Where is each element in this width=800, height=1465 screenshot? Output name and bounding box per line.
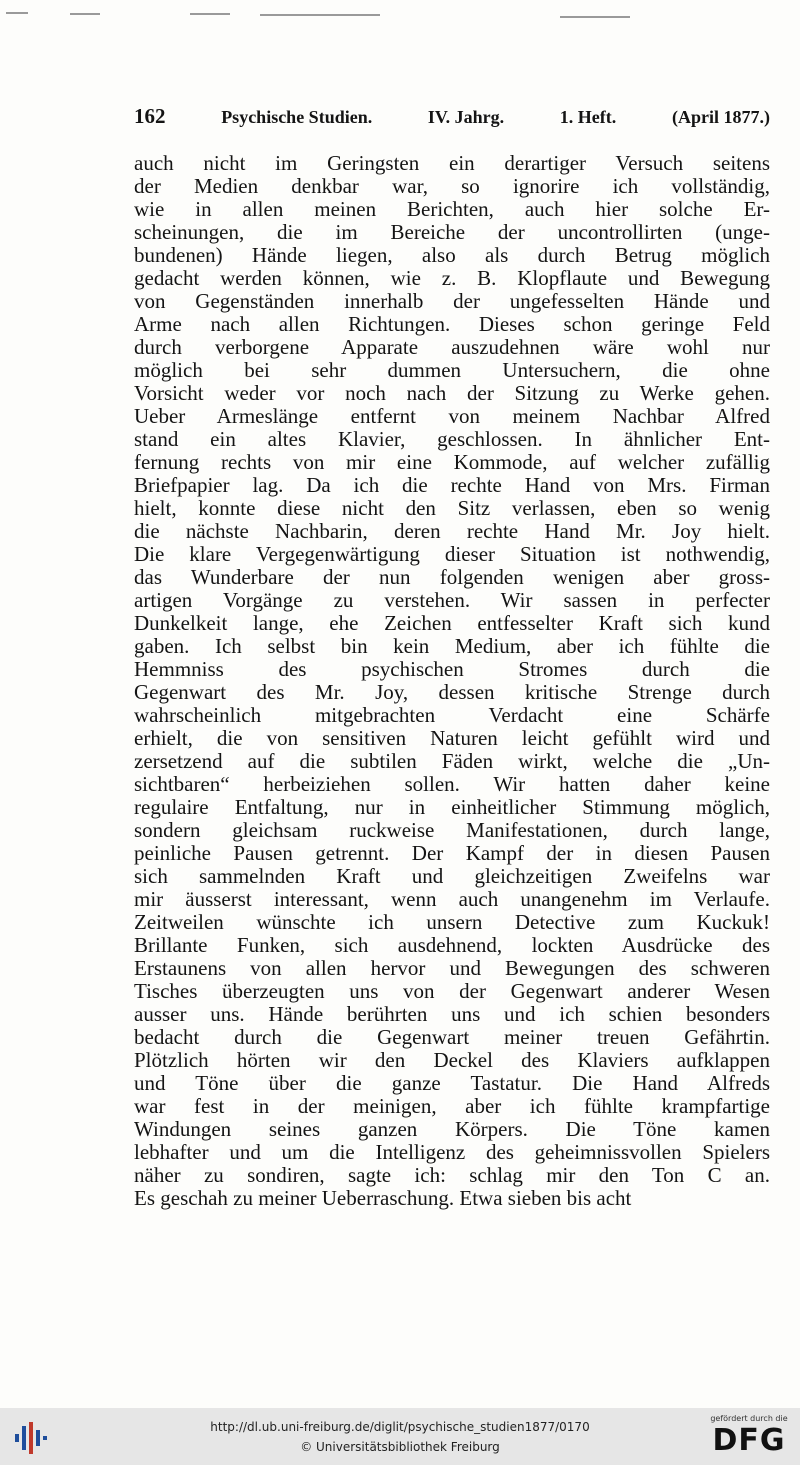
text-line: fernung rechts von mir eine Kommode, auf welcher zufällig	[134, 451, 770, 474]
dfg-logo-text: DFG	[712, 1423, 786, 1458]
scan-artifact	[560, 16, 630, 18]
text-line: Ueber Armeslänge entfernt von meinem Nachbar Alfred	[134, 405, 770, 428]
text-line: artigen Vorgänge zu verstehen. Wir sassen in perfecter	[134, 589, 770, 612]
source-url[interactable]: http://dl.ub.uni-freiburg.de/diglit/psychische_studien1877/0170	[210, 1420, 590, 1434]
text-line: Die klare Vergegenwärtigung dieser Situation ist nothwendig,	[134, 543, 770, 566]
text-line: Arme nach allen Richtungen. Dieses schon geringe Feld	[134, 313, 770, 336]
text-line: sondern gleichsam ruckweise Manifestationen, durch lange,	[134, 819, 770, 842]
text-line: Brillante Funken, sich ausdehnend, lockten Ausdrücke des	[134, 934, 770, 957]
page-number: 162	[134, 104, 166, 128]
text-line: peinliche Pausen getrennt. Der Kampf der in diesen Pausen	[134, 842, 770, 865]
text-line: erhielt, die von sensitiven Naturen leicht gefühlt wird und	[134, 727, 770, 750]
text-line: Tisches überzeugten uns von der Gegenwart anderer Wesen	[134, 980, 770, 1003]
issue-label: 1. Heft.	[559, 107, 617, 127]
text-line: näher zu sondiren, sagte ich: schlag mir den Ton C an.	[134, 1164, 770, 1187]
text-line: wie in allen meinen Berichten, auch hier solche Er-	[134, 198, 770, 221]
volume-label: IV. Jahrg.	[427, 107, 505, 127]
text-line: Windungen seines ganzen Körpers. Die Töne kamen	[134, 1118, 770, 1141]
text-line: scheinungen, die im Bereiche der uncontrollirten (unge-	[134, 221, 770, 244]
text-line: die nächste Nachbarin, deren rechte Hand Mr. Joy hielt.	[134, 520, 770, 543]
text-line: Dunkelkeit lange, ehe Zeichen entfesselter Kraft sich kund	[134, 612, 770, 635]
text-line: regulaire Entfaltung, nur in einheitlicher Stimmung möglich,	[134, 796, 770, 819]
issue-date: (April 1877.)	[671, 107, 770, 127]
funded-by-label: gefördert durch die	[710, 1414, 788, 1423]
text-line: hielt, konnte diese nicht den Sitz verlassen, eben so wenig	[134, 497, 770, 520]
text-line: Zeitweilen wünschte ich unsern Detective zum Kuckuk!	[134, 911, 770, 934]
scan-artifact	[260, 14, 380, 16]
text-line: das Wunderbare der nun folgenden wenigen aber gross-	[134, 566, 770, 589]
footer-bar	[0, 1408, 800, 1465]
text-line: Vorsicht weder vor noch nach der Sitzung zu Werke gehen.	[134, 382, 770, 405]
scan-artifact	[6, 12, 28, 14]
text-line: von Gegenständen innerhalb der ungefesselten Hände und	[134, 290, 770, 313]
text-line: auch nicht im Geringsten ein derartiger Versuch seitens	[134, 152, 770, 175]
text-line: lebhafter und um die Intelligenz des geheimnissvollen Spielers	[134, 1141, 770, 1164]
text-line: sich sammelnden Kraft und gleichzeitigen Zweifelns war	[134, 865, 770, 888]
text-line: Gegenwart des Mr. Joy, dessen kritische Strenge durch	[134, 681, 770, 704]
text-line: Es geschah zu meiner Ueberraschung. Etwa sieben bis acht	[134, 1187, 632, 1210]
dfg-logo	[706, 1414, 792, 1460]
text-line: Erstaunens von allen hervor und Bewegungen des schweren	[134, 957, 770, 980]
copyright-notice: © Universitätsbibliothek Freiburg	[300, 1440, 500, 1454]
text-line: ausser uns. Hände berührten uns und ich schien besonders	[134, 1003, 770, 1026]
text-line: wahrscheinlich mitgebrachten Verdacht eine Schärfe	[134, 704, 770, 727]
text-line: bedacht durch die Gegenwart meiner treuen Gefährtin.	[134, 1026, 770, 1049]
text-line: möglich bei sehr dummen Untersuchern, die ohne	[134, 359, 770, 382]
text-line: durch verborgene Apparate auszudehnen wäre wohl nur	[134, 336, 770, 359]
text-line: Briefpapier lag. Da ich die rechte Hand von Mrs. Firman	[134, 474, 770, 497]
text-line: gedacht werden können, wie z. B. Klopflaute und Bewegung	[134, 267, 770, 290]
text-line: der Medien denkbar war, so ignorire ich vollständig,	[134, 175, 770, 198]
text-line: mir äusserst interessant, wenn auch unangenehm im Verlaufe.	[134, 888, 770, 911]
text-line: zersetzend auf die subtilen Fäden wirkt, welche die „Un-	[134, 750, 770, 773]
text-line: und Töne über die ganze Tastatur. Die Hand Alfreds	[134, 1072, 770, 1095]
text-line: gaben. Ich selbst bin kein Medium, aber ich fühlte die	[134, 635, 770, 658]
text-line: sichtbaren“ herbeiziehen sollen. Wir hatten daher keine	[134, 773, 770, 796]
scan-artifact	[190, 13, 230, 15]
body-text	[134, 152, 770, 1210]
running-header	[134, 104, 770, 130]
text-line: Plötzlich hörten wir den Deckel des Klaviers aufklappen	[134, 1049, 770, 1072]
text-line: war fest in der meinigen, aber ich fühlte krampfartige	[134, 1095, 770, 1118]
text-line: Hemmniss des psychischen Stromes durch die	[134, 658, 770, 681]
scan-artifact	[70, 13, 100, 15]
text-line: bundenen) Hände liegen, also als durch Betrug möglich	[134, 244, 770, 267]
journal-title: Psychische Studien.	[221, 107, 373, 127]
text-line: stand ein altes Klavier, geschlossen. In ähnlicher Ent-	[134, 428, 770, 451]
